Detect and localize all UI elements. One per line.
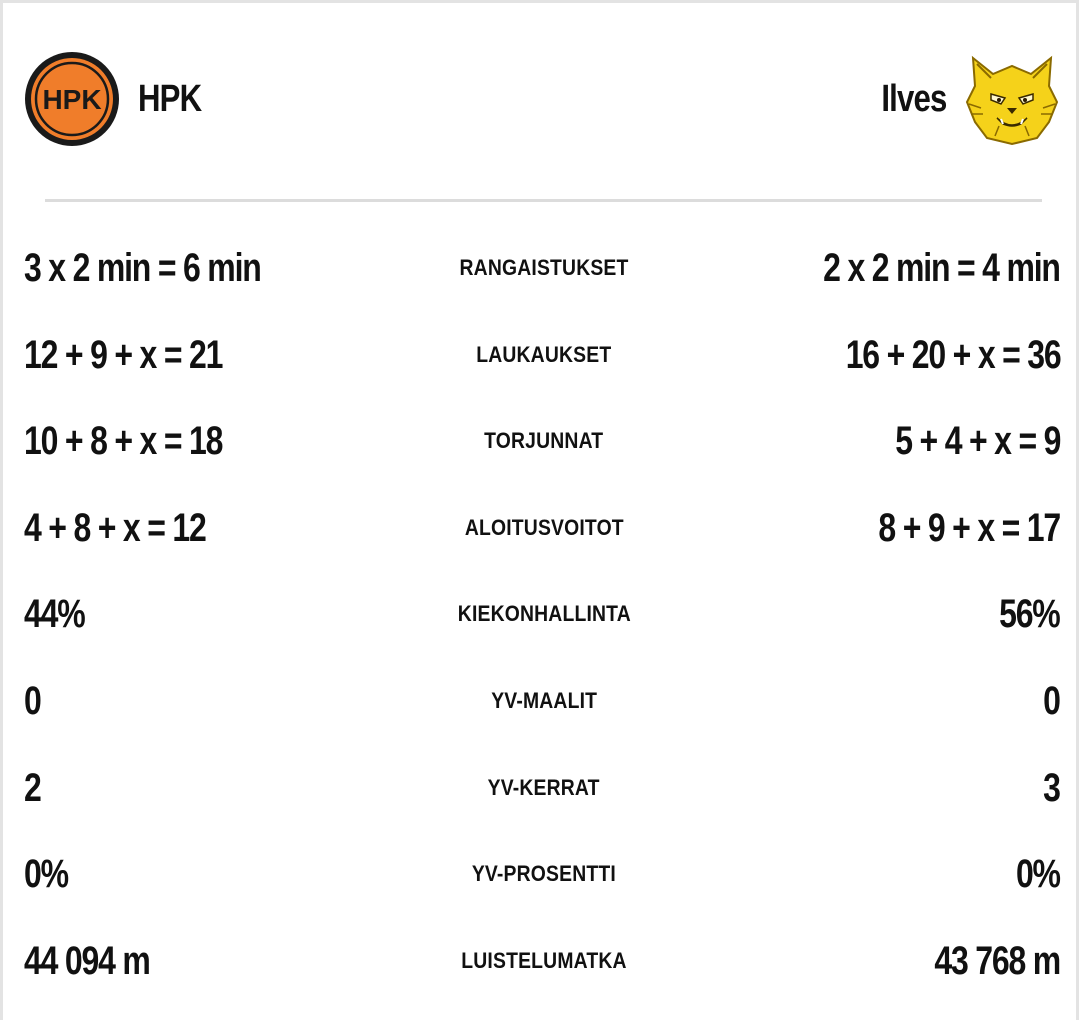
stat-row-shots <box>3 312 1076 399</box>
home-stat-value: 44 094 m <box>24 938 150 983</box>
stat-label <box>3 745 1079 831</box>
away-stat-value: 3 <box>1043 765 1060 810</box>
stat-row-pp-opportunities <box>3 745 1076 832</box>
away-stat-value: 56% <box>999 592 1060 637</box>
home-stat-value: 0% <box>24 852 68 897</box>
away-team[interactable] <box>867 51 1059 147</box>
home-stat-value: 4 + 8 + x = 12 <box>24 505 206 550</box>
stat-row-saves <box>3 398 1076 485</box>
stat-label-text: LAUKAUKSET <box>476 341 612 367</box>
away-team-name: Ilves <box>881 77 947 120</box>
away-stat-value: 5 + 4 + x = 9 <box>895 419 1060 464</box>
stat-row-pp-percentage <box>3 831 1076 918</box>
hpk-logo-lettering: HPK <box>42 84 102 115</box>
stat-label-text: ALOITUSVOITOT <box>464 514 624 540</box>
header-divider <box>45 199 1042 202</box>
stat-label <box>3 831 1079 917</box>
stat-label-text: YV-MAALIT <box>491 687 597 713</box>
away-stat-value: 0% <box>1016 852 1060 897</box>
stats-table <box>3 225 1076 1004</box>
stat-label <box>3 918 1079 1004</box>
home-stat-value: 10 + 8 + x = 18 <box>24 419 223 464</box>
stat-row-penalties <box>3 225 1076 312</box>
stat-row-faceoffs <box>3 485 1076 572</box>
home-stat-value: 12 + 9 + x = 21 <box>24 332 223 377</box>
home-stat-value: 3 x 2 min = 6 min <box>24 246 261 290</box>
home-stat-value: 44% <box>24 592 85 637</box>
away-stat-value: 8 + 9 + x = 17 <box>878 505 1060 550</box>
stat-label-text: YV-PROSENTTI <box>471 861 617 887</box>
away-stat-value: 16 + 20 + x = 36 <box>845 332 1060 377</box>
away-stat-value: 43 768 m <box>934 938 1060 983</box>
home-stat-value: 0 <box>24 678 41 723</box>
stat-label-text: KIEKONHALLINTA <box>457 601 631 627</box>
teams-header <box>3 3 1076 203</box>
hpk-logo-icon <box>24 51 120 147</box>
stat-label <box>3 658 1079 744</box>
stat-row-pp-goals <box>3 658 1076 745</box>
stat-label-text: RANGAISTUKSET <box>459 255 629 280</box>
stat-label-text: YV-KERRAT <box>487 774 601 800</box>
home-team[interactable] <box>24 51 215 147</box>
stat-label-text: LUISTELUMATKA <box>461 947 627 973</box>
stat-row-possession <box>3 571 1076 658</box>
stat-label-text: TORJUNNAT <box>484 428 604 454</box>
away-stat-value: 2 x 2 min = 4 min <box>823 246 1060 290</box>
lynx-logo-icon <box>965 52 1059 146</box>
stat-label <box>3 571 1079 657</box>
away-stat-value: 0 <box>1043 678 1060 723</box>
home-team-name: HPK <box>138 77 202 120</box>
home-stat-value: 2 <box>24 765 41 810</box>
stat-row-skating-distance <box>3 918 1076 1005</box>
